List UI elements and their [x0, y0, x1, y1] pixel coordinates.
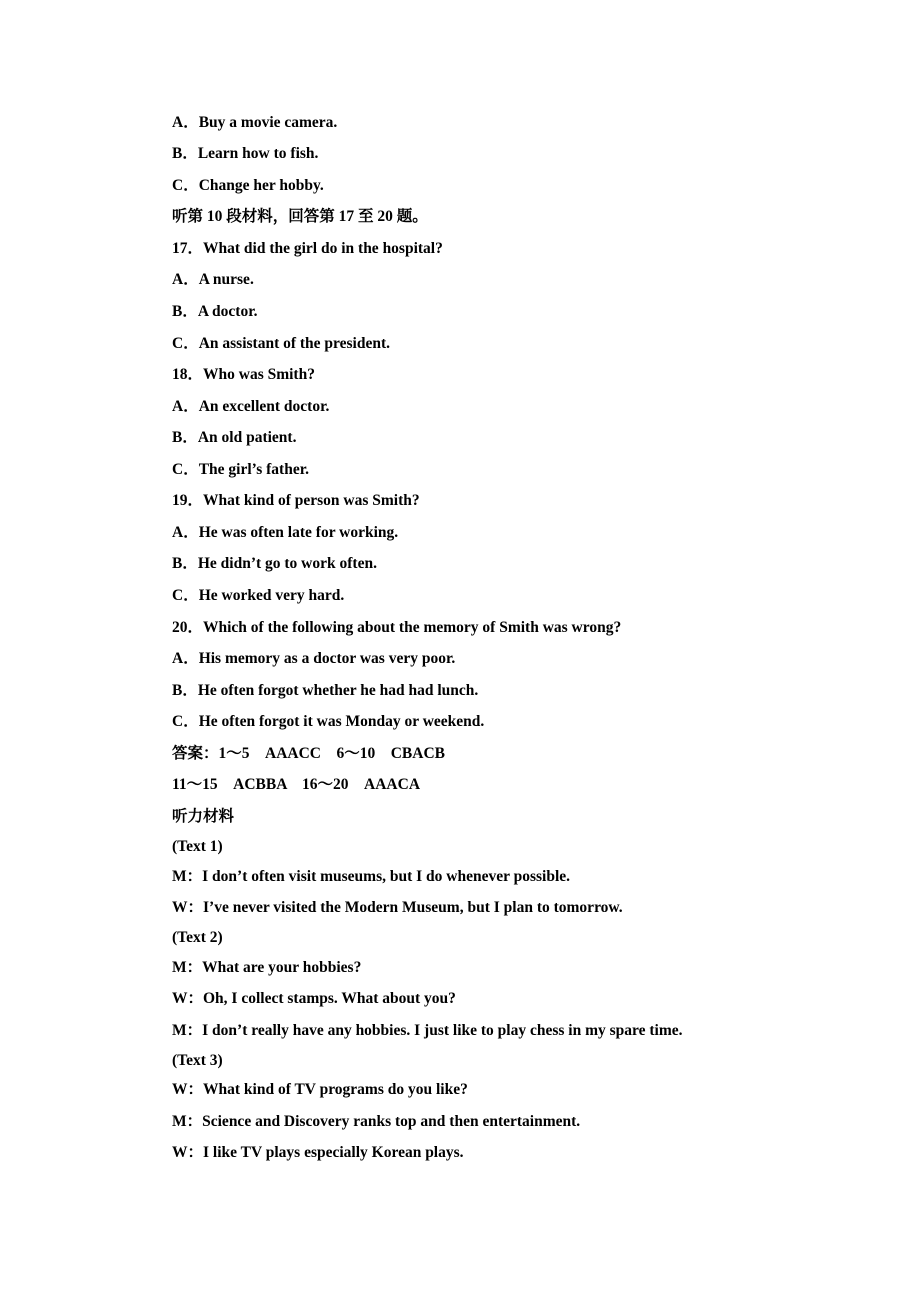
dialogue-line: W：I’ve never visited the Modern Museum, but I plan to tomorrow. — [172, 899, 623, 916]
option-c-q17: C．An assistant of the president. — [172, 335, 391, 352]
option-b-q18: B．An old patient. — [172, 429, 297, 446]
option-a-q16: A．Buy a movie camera. — [172, 114, 338, 131]
dialogue-line: W：Oh, I collect stamps. What about you? — [172, 990, 456, 1007]
text-3-label: (Text 3) — [172, 1052, 223, 1069]
dialogue-line: M：What are your hobbies? — [172, 959, 362, 976]
option-b-q20: B．He often forgot whether he had had lunch. — [172, 682, 479, 699]
text-1-label: (Text 1) — [172, 838, 223, 855]
answer-key-line-1: 答案：1～5 AAACC 6～10 CBACB — [172, 745, 445, 762]
dialogue-line: M：I don’t often visit museums, but I do whenever possible. — [172, 868, 571, 885]
dialogue-line: M：Science and Discovery ranks top and then entertainment. — [172, 1113, 581, 1130]
question-20: 20．Which of the following about the memory of Smith was wrong? — [172, 619, 622, 636]
option-c-q16: C．Change her hobby. — [172, 177, 324, 194]
dialogue-line: M：I don’t really have any hobbies. I just like to play chess in my spare time. — [172, 1022, 683, 1039]
option-c-q18: C．The girl’s father. — [172, 461, 310, 478]
question-18: 18．Who was Smith? — [172, 366, 315, 383]
option-b-q19: B．He didn’t go to work often. — [172, 555, 377, 572]
dialogue-line: W：What kind of TV programs do you like? — [172, 1081, 468, 1098]
answer-key-line-2: 11～15 ACBBA 16～20 AAACA — [172, 776, 421, 793]
dialogue-line: W：I like TV plays especially Korean plays. — [172, 1144, 464, 1161]
option-b-q17: B．A doctor. — [172, 303, 258, 320]
text-2-label: (Text 2) — [172, 929, 223, 946]
option-a-q18: A．An excellent doctor. — [172, 398, 330, 415]
section-instruction: 听第 10 段材料，回答第 17 至 20 题。 — [172, 208, 428, 225]
option-a-q20: A．His memory as a doctor was very poor. — [172, 650, 456, 667]
option-a-q17: A．A nurse. — [172, 271, 254, 288]
question-17: 17．What did the girl do in the hospital? — [172, 240, 443, 257]
option-b-q16: B．Learn how to fish. — [172, 145, 319, 162]
transcript-heading: 听力材料 — [172, 808, 235, 825]
option-a-q19: A．He was often late for working. — [172, 524, 399, 541]
option-c-q19: C．He worked very hard. — [172, 587, 345, 604]
question-19: 19．What kind of person was Smith? — [172, 492, 420, 509]
option-c-q20: C．He often forgot it was Monday or weekend. — [172, 713, 485, 730]
